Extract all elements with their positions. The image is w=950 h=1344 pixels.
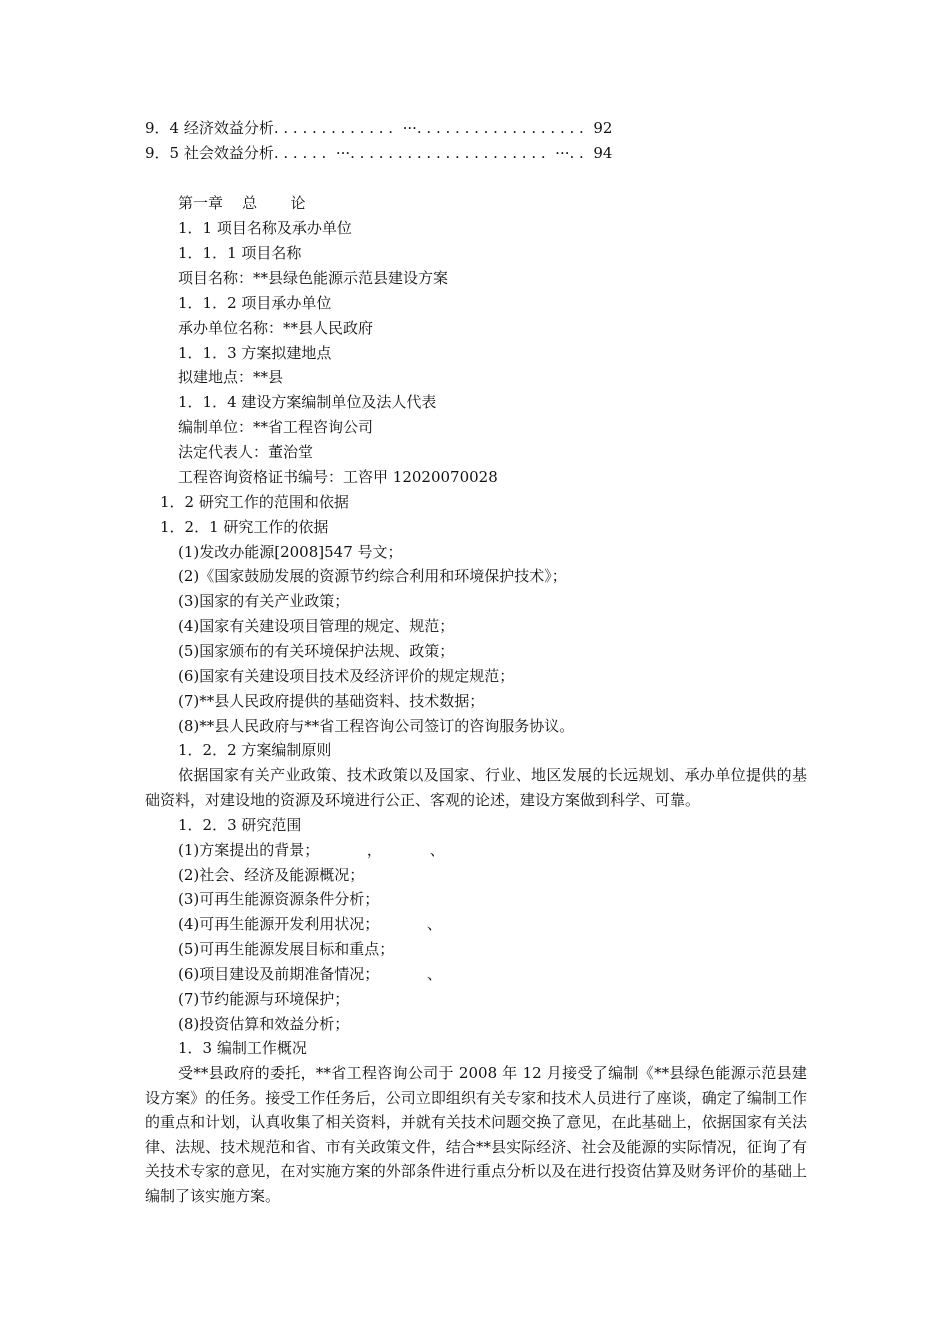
section-heading: 1．3 编制工作概况	[178, 1039, 307, 1057]
basis-item: (5)国家颁布的有关环境保护法规、政策；	[178, 642, 455, 660]
toc-entry: 9．5 社会效益分析. . . . . . ···. . . . . . . . . . . . . . . . . . . . . ···. . 94	[145, 144, 613, 162]
toc-entry: 9．4 经济效益分析. . . . . . . . . . . . . ···. . . . . . . . . . . . . . . . . . 92	[145, 119, 613, 137]
overview-paragraph: 受**县政府的委托，**省工程咨询公司于 2008 年 12 月接受了编制《**县绿色能源示范县建设方案》的任务。接受工作任务后，公司立即组织有关专家和技术人员进行了座谈，确定了编制工作的重点和计划，认真收集了相关资料，并就有关技术问题交换了意见，在此基础上，依据国家有关法律、法规、技术规范和省、市有关政策文件，结合**县实际经济、社会及能源的实际情况，征询了有关技术专家的意见，在对实施方案的外部条件进行重点分析以及在进行投资估算及财务评价的基础上编制了该实施方案。	[145, 1064, 807, 1205]
basis-item: (4)国家有关建设项目管理的规定、规范；	[178, 617, 455, 635]
chapter-title: 第一章 总 论	[178, 194, 306, 212]
subsection-heading: 1．1．1 项目名称	[178, 244, 302, 262]
org-name: 承办单位名称：**县人民政府	[178, 319, 374, 337]
basis-item: (6)国家有关建设项目技术及经济评价的规定规范；	[178, 667, 515, 685]
subsection-heading: 1．1．2 项目承办单位	[178, 294, 332, 312]
subsection-heading: 1．2．2 方案编制原则	[178, 741, 332, 759]
subsection-heading: 1．2．1 研究工作的依据	[160, 518, 329, 536]
project-name: 项目名称：**县绿色能源示范县建设方案	[178, 269, 449, 287]
scope-item: (2)社会、经济及能源概况；	[178, 866, 365, 884]
scope-item: (3)可再生能源资源条件分析；	[178, 890, 380, 908]
section-heading: 1．1 项目名称及承办单位	[178, 219, 352, 237]
legal-rep: 法定代表人：董治堂	[178, 443, 314, 461]
scope-item: (1)方案提出的背景； ， 、	[178, 841, 445, 859]
scope-item: (8)投资估算和效益分析；	[178, 1015, 350, 1033]
cert-no: 工程咨询资格证书编号：工咨甲 12020070028	[178, 468, 498, 486]
basis-item: (3)国家的有关产业政策；	[178, 592, 350, 610]
principle-paragraph: 依据国家有关产业政策、技术政策以及国家、行业、地区发展的长远规划、承办单位提供的基础资料，对建设地的资源及环境进行公正、客观的论述，建设方案做到科学、可靠。	[145, 766, 807, 809]
section-heading: 1．2 研究工作的范围和依据	[160, 493, 349, 511]
subsection-heading: 1．2．3 研究范围	[178, 816, 302, 834]
scope-item: (7)节约能源与环境保护；	[178, 990, 350, 1008]
basis-item: (7)**县人民政府提供的基础资料、技术数据；	[178, 692, 485, 710]
subsection-heading: 1．1．3 方案拟建地点	[178, 344, 332, 362]
scope-item: (6)项目建设及前期准备情况； 、	[178, 965, 442, 983]
scope-item: (5)可再生能源发展目标和重点；	[178, 940, 395, 958]
basis-item: (1)发改办能源[2008]547 号文；	[178, 543, 403, 561]
subsection-heading: 1．1．4 建设方案编制单位及法人代表	[178, 393, 437, 411]
basis-item: (8)**县人民政府与**省工程咨询公司签订的咨询服务协议。	[178, 717, 575, 735]
scope-item: (4)可再生能源开发利用状况； 、	[178, 915, 442, 933]
compiler: 编制单位：**省工程咨询公司	[178, 418, 374, 436]
basis-item: (2)《国家鼓励发展的资源节约综合利用和环境保护技术》；	[178, 567, 567, 585]
site: 拟建地点：**县	[178, 368, 284, 386]
